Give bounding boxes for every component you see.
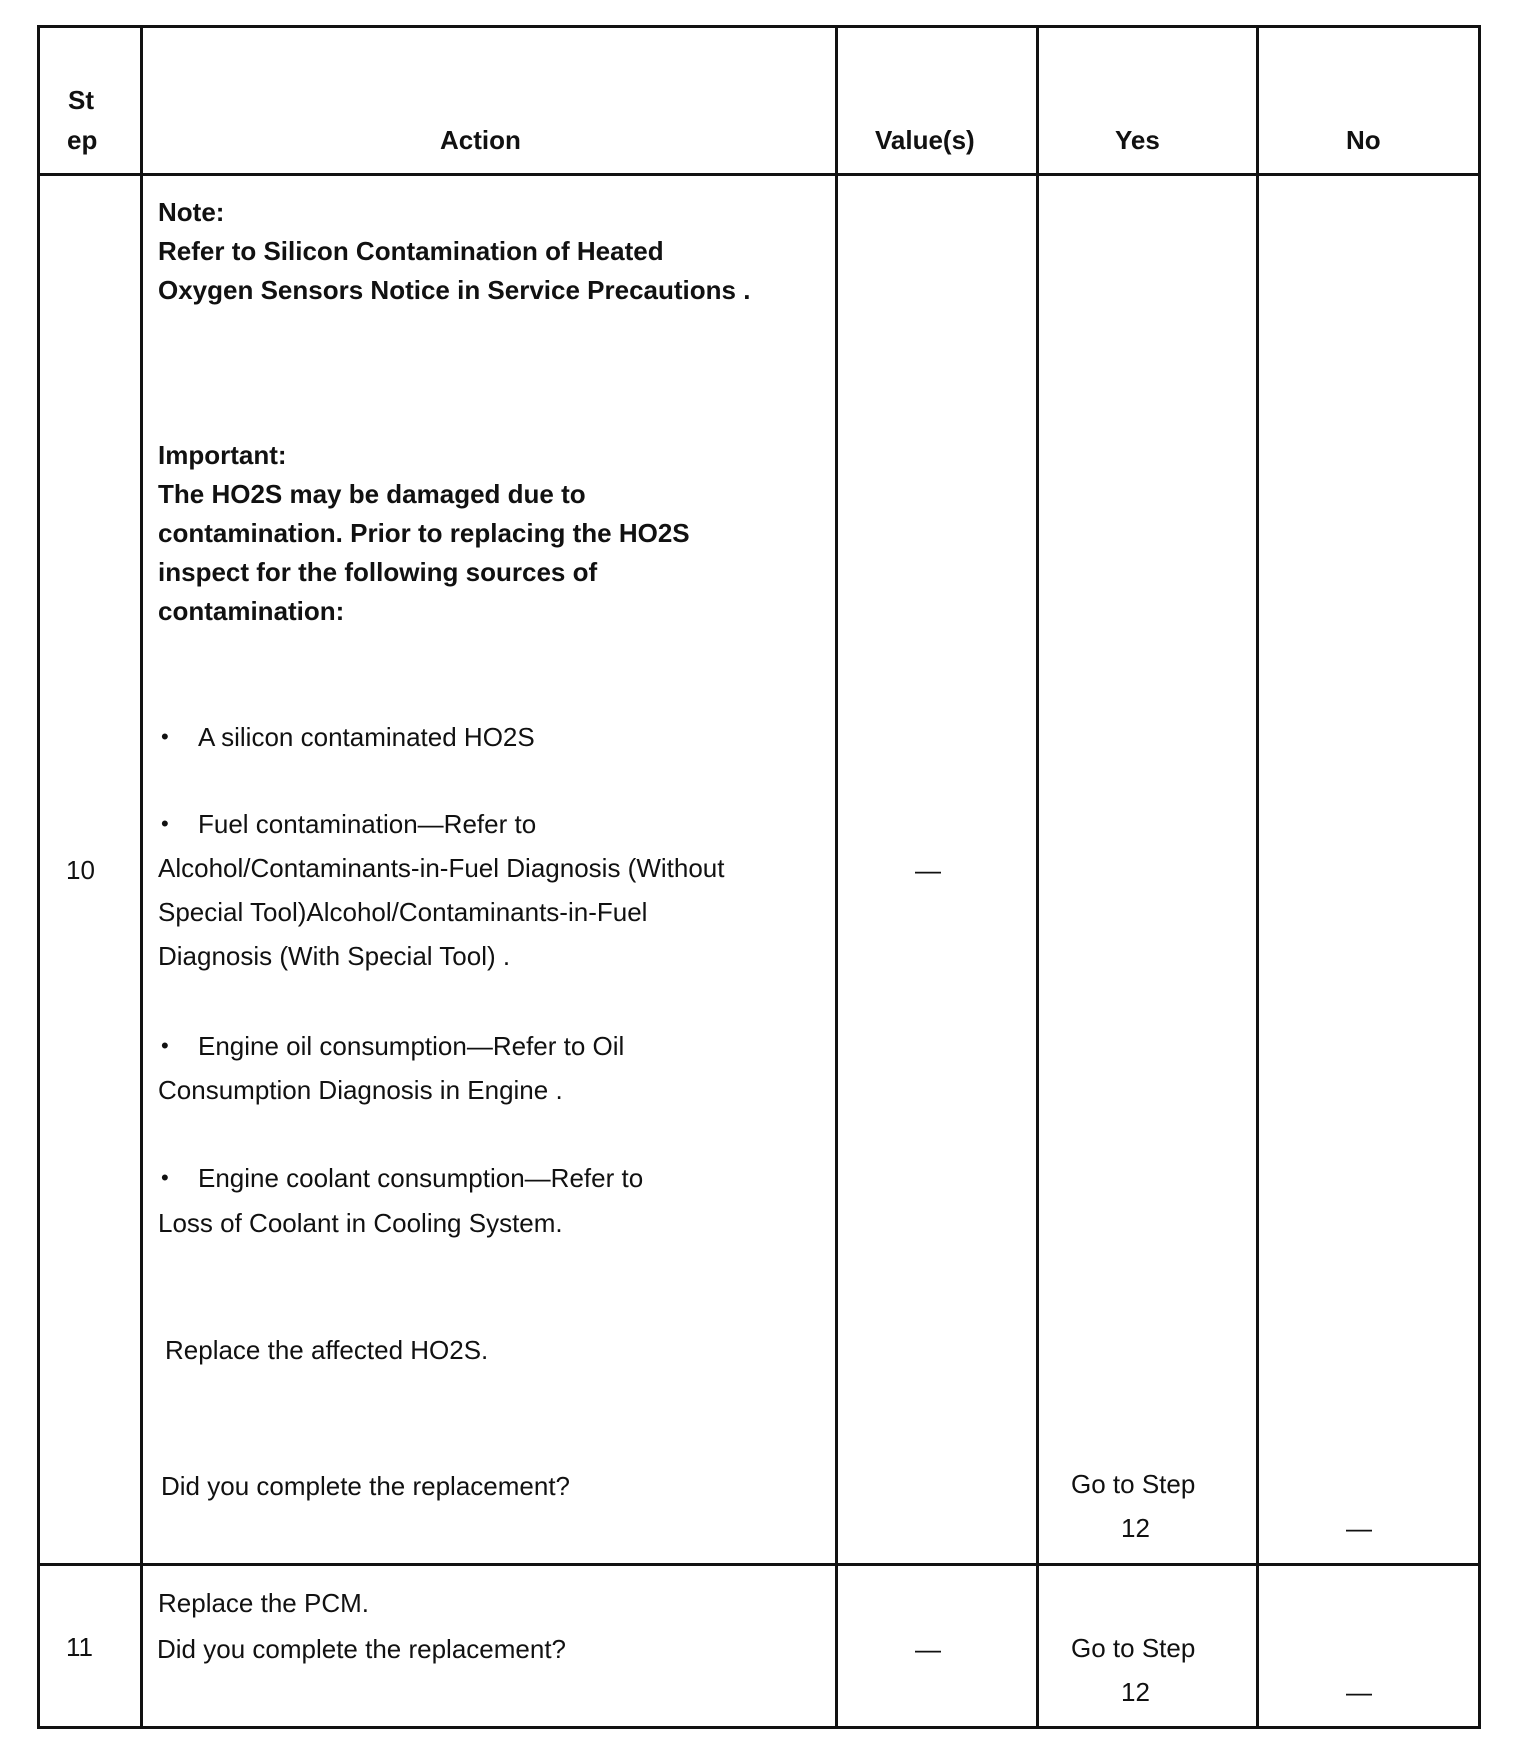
table-border-right <box>1478 25 1481 1729</box>
instruction-text: Replace the affected HO2S. <box>165 1335 489 1365</box>
bullet-icon: • <box>161 1033 169 1058</box>
bullet-icon: • <box>161 811 169 836</box>
yes-action-line1: Go to Step <box>1071 1633 1196 1663</box>
bullet-text-line: Alcohol/Contaminants-in-Fuel Diagnosis (Without <box>158 853 725 883</box>
header-divider <box>37 173 1481 176</box>
no-action-dash: — <box>1346 1513 1372 1543</box>
value-dash: — <box>915 855 941 885</box>
question-text: Did you complete the replacement? <box>161 1471 571 1501</box>
header-action: Action <box>440 125 521 155</box>
important-label: Important: <box>158 440 287 470</box>
note-text-line: Oxygen Sensors Notice in Service Precautions . <box>158 275 751 305</box>
instruction-text: Replace the PCM. <box>158 1588 369 1618</box>
column-divider-yes <box>1256 25 1259 1729</box>
column-divider-values <box>1036 25 1039 1729</box>
bullet-text-line: Special Tool)Alcohol/Contaminants-in-Fuel <box>158 897 648 927</box>
header-step-line1: St <box>68 85 94 115</box>
step-number: 11 <box>66 1632 93 1662</box>
column-divider-step <box>140 25 143 1729</box>
header-no: No <box>1346 125 1381 155</box>
table-border-left <box>37 25 40 1729</box>
important-text-line: contamination. Prior to replacing the HO2S <box>158 518 690 548</box>
important-text-line: contamination: <box>158 596 345 626</box>
bullet-text-line: Consumption Diagnosis in Engine . <box>158 1075 563 1105</box>
bullet-text-line: A silicon contaminated HO2S <box>198 722 535 752</box>
yes-action-line2: 12 <box>1121 1513 1150 1543</box>
note-label: Note: <box>158 197 225 227</box>
column-divider-action <box>835 25 838 1729</box>
header-values: Value(s) <box>875 125 975 155</box>
note-text-line: Refer to Silicon Contamination of Heated <box>158 236 664 266</box>
bullet-text-line: Diagnosis (With Special Tool) . <box>158 941 511 971</box>
value-dash: — <box>915 1634 941 1664</box>
yes-action-line2: 12 <box>1121 1677 1150 1707</box>
question-text: Did you complete the replacement? <box>157 1634 567 1664</box>
step-number: 10 <box>66 855 95 885</box>
bullet-icon: • <box>161 1165 169 1190</box>
no-action-dash: — <box>1346 1677 1372 1707</box>
row-divider <box>37 1563 1481 1566</box>
bullet-icon: • <box>161 724 169 749</box>
important-text-line: inspect for the following sources of <box>158 557 598 587</box>
bullet-text-line: Engine oil consumption—Refer to Oil <box>198 1031 625 1061</box>
bullet-text-line: Loss of Coolant in Cooling System. <box>158 1208 563 1238</box>
yes-action-line1: Go to Step <box>1071 1469 1196 1499</box>
bullet-text-line: Engine coolant consumption—Refer to <box>198 1163 644 1193</box>
header-yes: Yes <box>1115 125 1160 155</box>
bullet-text-line: Fuel contamination—Refer to <box>198 809 537 839</box>
table-border-top <box>37 25 1481 28</box>
table-border-bottom <box>37 1726 1481 1729</box>
header-step-line2: ep <box>67 125 98 155</box>
important-text-line: The HO2S may be damaged due to <box>158 479 586 509</box>
